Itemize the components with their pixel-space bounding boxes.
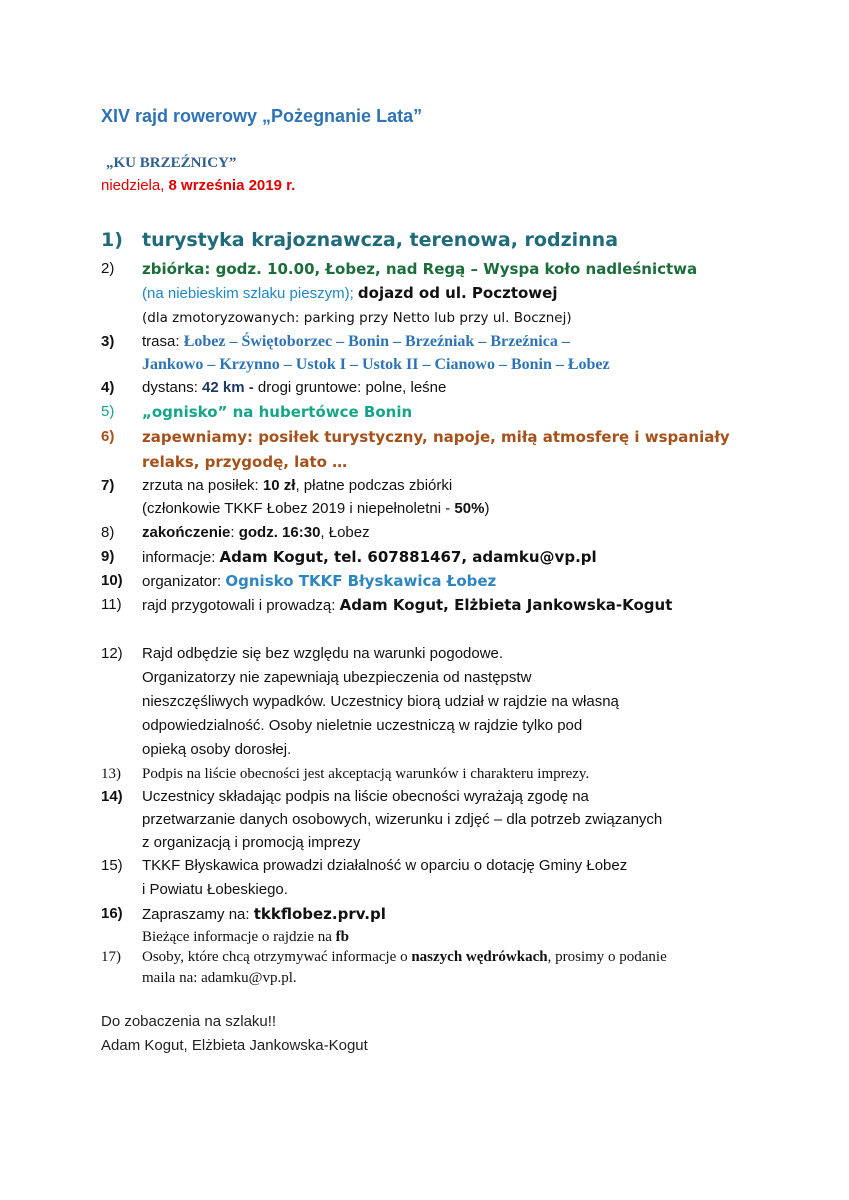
distance-rest: drogi gruntowe: polne, leśne <box>257 379 447 396</box>
item-text: „ognisko” na hubertówce Bonin <box>142 403 413 421</box>
fee-value: 10 zł <box>262 477 296 494</box>
page-subtitle: „KU BRZEŹNICY” <box>106 155 237 171</box>
item-number: 16) <box>101 905 123 922</box>
item-number: 17) <box>101 949 121 965</box>
discount-note: (członkowie TKKF Łobez 2019 i niepełnoletni - <box>142 500 455 517</box>
date-value: 8 września 2019 r. <box>168 177 296 194</box>
end-sep: : <box>230 524 239 541</box>
item-number: 10) <box>101 572 123 589</box>
consent-line-2: przetwarzanie danych osobowych, wizerunku i zdjęć – dla potrzeb związanych <box>142 811 663 828</box>
fee-label: zrzuta na posiłek: <box>142 477 263 494</box>
closing-greeting: Do zobaczenia na szlaku!! <box>101 1013 277 1030</box>
item-number: 14) <box>101 788 123 805</box>
discount-value: 50% <box>454 500 485 517</box>
item-number: 15) <box>101 857 123 874</box>
event-date <box>101 177 295 194</box>
fb-note: Bieżące informacje o rajdzie na <box>142 929 336 945</box>
date-prefix: niedziela, <box>101 177 169 194</box>
invite-label: Zapraszamy na: <box>142 906 254 923</box>
route-label: trasa: <box>142 333 184 350</box>
page-title: XIV rajd rowerowy „Pożegnanie Lata” <box>101 106 423 126</box>
end-time: godz. 16:30 <box>238 524 321 541</box>
distance-label: dystans: <box>142 379 203 396</box>
item-number: 6) <box>101 428 115 445</box>
item-number: 3) <box>101 333 115 350</box>
guardian-line: opieką osoby dorosłej. <box>142 741 292 758</box>
item-number: 11) <box>101 596 122 613</box>
trail-note: (na niebieskim szlaku pieszym); <box>142 285 358 302</box>
gathering-line: zbiórka: godz. 10.00, Łobez, nad Regą – Wyspa koło nadleśnictwa <box>142 260 698 278</box>
route-line-2: Jankowo – Krzynno – Ustok I – Ustok II – Cianowo – Bonin – Łobez <box>142 356 610 373</box>
item-number: 4) <box>101 379 115 396</box>
offer-line-2: relaks, przygodę, lato … <box>142 453 348 471</box>
organizer-value: Ognisko TKKF Błyskawica Łobez <box>225 572 497 590</box>
newsletter-bold: naszych wędrówkach <box>411 949 548 965</box>
item-number: 12) <box>101 645 123 662</box>
item-number: 8) <box>101 524 115 541</box>
fee-rest: , płatne podczas zbiórki <box>295 477 453 494</box>
item-number: 2) <box>101 260 115 277</box>
info-label: informacje: <box>142 549 220 566</box>
item-text: Podpis na liście obecności jest akceptacją warunków i charakteru imprezy. <box>142 766 590 782</box>
accidents-line: nieszczęśliwych wypadków. Uczestnicy biorą udział w rajdzie na własną <box>142 693 619 710</box>
end-place: , Łobez <box>320 524 370 541</box>
newsletter-text: Osoby, które chcą otrzymywać informacje o <box>142 949 412 965</box>
website-link[interactable]: tkkflobez.prv.pl <box>253 905 386 923</box>
discount-close: ) <box>484 500 490 517</box>
newsletter-rest: , prosimy o podanie <box>547 949 667 965</box>
weather-line-1: Rajd odbędzie się bez względu na warunki pogodowe. <box>142 645 504 662</box>
prepared-label: rajd przygotowali i prowadzą: <box>142 597 340 614</box>
item-number: 9) <box>101 548 115 565</box>
prepared-value: Adam Kogut, Elżbieta Jankowska-Kogut <box>339 596 673 614</box>
fb-label: fb <box>335 929 349 945</box>
organizer-label: organizator: <box>142 573 226 590</box>
access-note: dojazd od ul. Pocztowej <box>357 284 558 302</box>
item-number: 5) <box>101 403 115 420</box>
responsibility-line: odpowiedzialność. Osoby nieletnie uczestniczą w rajdzie tylko pod <box>142 717 583 734</box>
grant-line-1: TKKF Błyskawica prowadzi działalność w oparciu o dotację Gminy Łobez <box>142 857 628 874</box>
item-text: turystyka krajoznawcza, terenowa, rodzinna <box>142 229 619 251</box>
newsletter-email: maila na: adamku@vp.pl. <box>142 970 297 986</box>
route-line-1: Łobez – Świętoborzec – Bonin – Brzeźniak – Brzeźnica – <box>183 333 570 350</box>
offer-line-1: zapewniamy: posiłek turystyczny, napoje, miłą atmosferę i wspaniały <box>142 428 730 446</box>
parking-note: (dla zmotoryzowanych: parking przy Netto lub przy ul. Bocznej) <box>142 310 572 326</box>
item-number: 7) <box>101 477 115 494</box>
end-label: zakończenie <box>142 524 231 541</box>
grant-line-2: i Powiatu Łobeskiego. <box>142 881 288 898</box>
consent-line-1: Uczestnicy składając podpis na liście obecności wyrażają zgodę na <box>142 788 589 805</box>
distance-value: 42 km - <box>202 379 258 396</box>
closing-signature: Adam Kogut, Elżbieta Jankowska-Kogut <box>101 1037 368 1054</box>
item-number: 13) <box>101 766 121 782</box>
info-value: Adam Kogut, tel. 607881467, adamku@vp.pl <box>219 548 597 566</box>
consent-line-3: z organizacją i promocją imprezy <box>142 834 361 851</box>
item-number: 1) <box>101 229 123 251</box>
insurance-line: Organizatorzy nie zapewniają ubezpieczenia od następstw <box>142 669 532 686</box>
